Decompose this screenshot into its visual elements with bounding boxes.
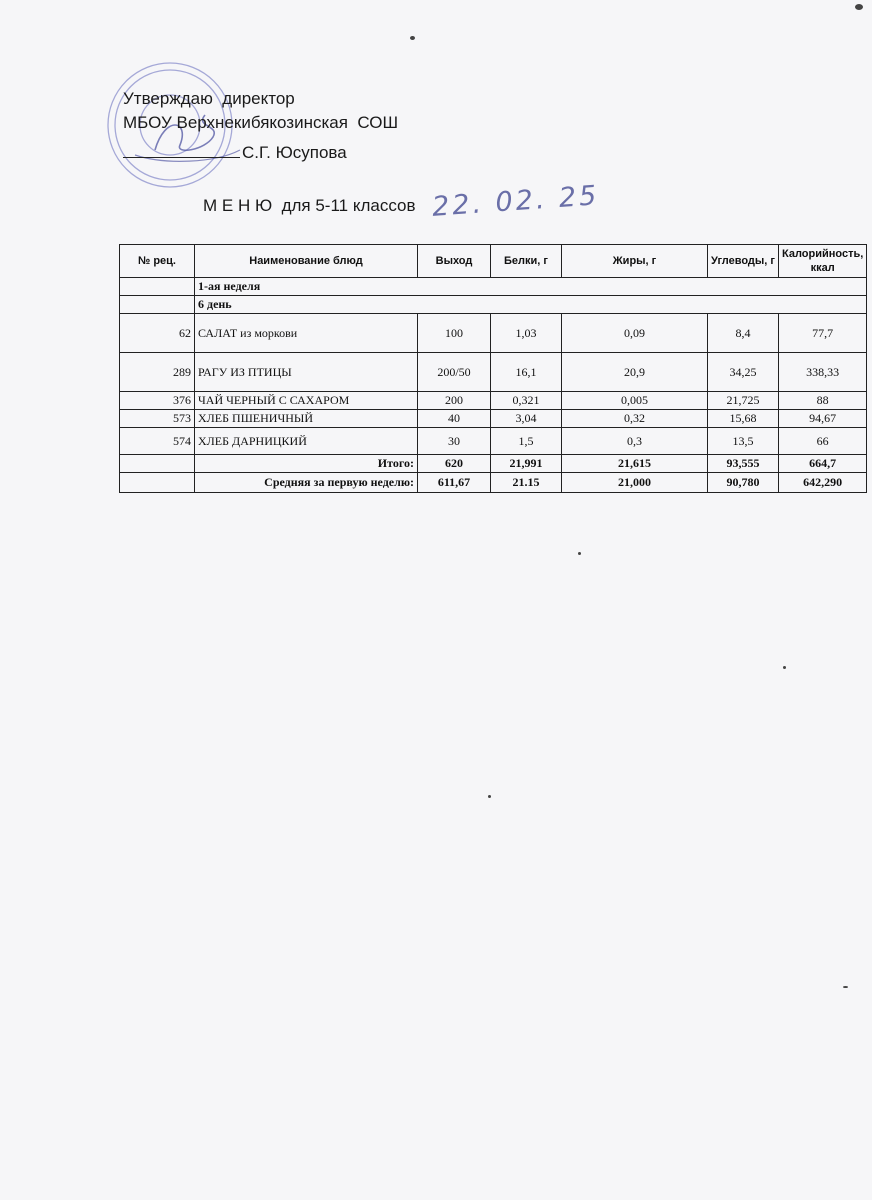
carbs: 21,725 [708, 392, 779, 410]
scan-speck [783, 666, 786, 669]
col-fat: Жиры, г [562, 245, 708, 278]
output: 30 [418, 428, 491, 455]
col-output: Выход [418, 245, 491, 278]
calories: 94,67 [779, 410, 867, 428]
average-fat: 21,000 [562, 473, 708, 493]
total-label: Итого: [195, 455, 418, 473]
signature-underline [123, 143, 240, 158]
table-header-row [120, 245, 867, 278]
protein: 3,04 [491, 410, 562, 428]
protein: 0,321 [491, 392, 562, 410]
recipe-number: 574 [120, 428, 195, 455]
carbs: 34,25 [708, 353, 779, 392]
total-protein: 21,991 [491, 455, 562, 473]
dish-name: ЧАЙ ЧЕРНЫЙ С САХАРОМ [195, 392, 418, 410]
day-row [120, 296, 867, 314]
week-label: 1-ая неделя [195, 278, 867, 296]
dish-name: ХЛЕБ ДАРНИЦКИЙ [195, 428, 418, 455]
output: 40 [418, 410, 491, 428]
scan-speck [410, 36, 415, 40]
total-carbs: 93,555 [708, 455, 779, 473]
col-recipe-number: № рец. [120, 245, 195, 278]
calories: 88 [779, 392, 867, 410]
table-row [120, 392, 867, 410]
week-row [120, 278, 867, 296]
menu-title: М Е Н Ю для 5-11 классов [203, 196, 416, 215]
average-label: Средняя за первую неделю: [195, 473, 418, 493]
average-row [120, 473, 867, 493]
output: 200 [418, 392, 491, 410]
calories: 66 [779, 428, 867, 455]
dish-name: САЛАТ из моркови [195, 314, 418, 353]
menu-table [119, 244, 867, 493]
scan-speck [843, 986, 848, 988]
scan-speck [855, 4, 863, 10]
table-row [120, 410, 867, 428]
recipe-number: 289 [120, 353, 195, 392]
signature-line [123, 143, 347, 163]
total-fat: 21,615 [562, 455, 708, 473]
fat: 0,3 [562, 428, 708, 455]
total-row [120, 455, 867, 473]
protein: 1,03 [491, 314, 562, 353]
scan-speck [488, 795, 491, 798]
average-output: 611,67 [418, 473, 491, 493]
col-protein: Белки, г [491, 245, 562, 278]
average-carbs: 90,780 [708, 473, 779, 493]
fat: 20,9 [562, 353, 708, 392]
average-calories: 642,290 [779, 473, 867, 493]
total-output: 620 [418, 455, 491, 473]
fat: 0,32 [562, 410, 708, 428]
calories: 338,33 [779, 353, 867, 392]
col-carbs: Углеводы, г [708, 245, 779, 278]
carbs: 8,4 [708, 314, 779, 353]
signer-name: С.Г. Юсупова [242, 143, 347, 162]
table-row [120, 428, 867, 455]
approval-heading: Утверждаю директор [123, 89, 295, 108]
fat: 0,09 [562, 314, 708, 353]
recipe-number: 62 [120, 314, 195, 353]
carbs: 13,5 [708, 428, 779, 455]
carbs: 15,68 [708, 410, 779, 428]
school-name: МБОУ Верхнекибякозинская СОШ [123, 113, 399, 132]
scan-speck [578, 552, 581, 555]
col-calories: Калорийность, ккал [779, 245, 867, 278]
output: 100 [418, 314, 491, 353]
dish-name: ХЛЕБ ПШЕНИЧНЫЙ [195, 410, 418, 428]
table-row [120, 314, 867, 353]
protein: 1,5 [491, 428, 562, 455]
calories: 77,7 [779, 314, 867, 353]
total-calories: 664,7 [779, 455, 867, 473]
col-dish-name: Наименование блюд [195, 245, 418, 278]
handwritten-date: 22. 02. 25 [431, 180, 601, 223]
recipe-number: 573 [120, 410, 195, 428]
average-protein: 21.15 [491, 473, 562, 493]
recipe-number: 376 [120, 392, 195, 410]
dish-name: РАГУ ИЗ ПТИЦЫ [195, 353, 418, 392]
day-label: 6 день [195, 296, 867, 314]
protein: 16,1 [491, 353, 562, 392]
table-row [120, 353, 867, 392]
fat: 0,005 [562, 392, 708, 410]
output: 200/50 [418, 353, 491, 392]
